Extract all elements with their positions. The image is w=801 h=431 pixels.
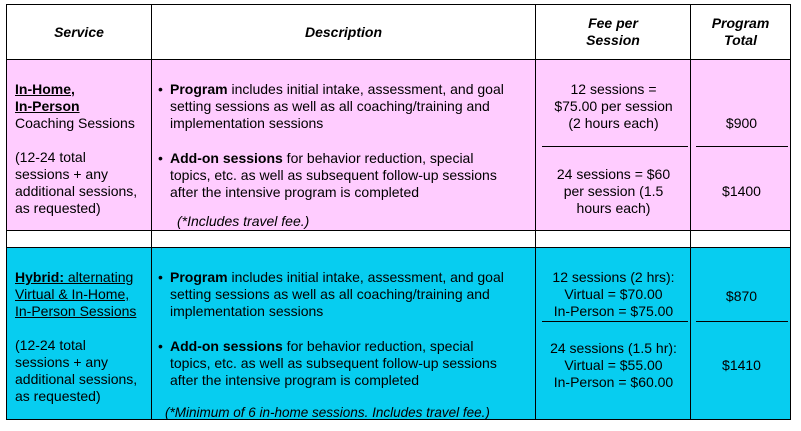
- row1-desc1-line1: [170, 81, 504, 98]
- row2-service-title-text: alternating: [64, 269, 134, 285]
- header-description: [151, 4, 535, 59]
- row1-total-divider: [696, 146, 788, 147]
- row2-fee-divider: [542, 321, 688, 322]
- row1-total2: $1400: [722, 183, 761, 199]
- row2-service-title-3: In-Person Sessions: [15, 303, 137, 319]
- row2-service-note-1: (12-24 total: [15, 337, 86, 353]
- row2-desc2-text: for behavior reduction, special: [282, 338, 474, 354]
- row2-service-title-1: [15, 269, 133, 286]
- row2-fee2-line1: 24 sessions (1.5 hr):: [550, 340, 677, 356]
- row1-total1: $900: [725, 115, 758, 131]
- row2-service-note-4: as requested): [15, 388, 101, 404]
- row1-service-note-1: (12-24 total: [15, 149, 86, 165]
- row1-service-note-3: additional sessions,: [15, 183, 138, 199]
- row2-fee1-line2: Virtual = $70.00: [564, 286, 663, 302]
- row2-description-cell: [151, 247, 535, 420]
- row1-description-cell: [151, 59, 535, 230]
- row1-desc2-text: for behavior reduction, special: [282, 150, 474, 166]
- row1-desc2-bold: Add-on sessions: [170, 150, 283, 166]
- row2-total2: $1410: [722, 357, 761, 373]
- row1-fee-divider: [542, 146, 688, 147]
- row1-desc1-text: includes initial intake, assessment, and goal: [227, 81, 504, 97]
- row1-fee2-line1: 24 sessions = $60: [556, 166, 671, 182]
- header-description-label: Description: [304, 23, 382, 40]
- bullet-icon: •: [158, 150, 163, 166]
- row1-desc1-line2: setting sessions as well as all coaching/training and: [170, 98, 490, 114]
- header-fee-line1: Fee per: [588, 15, 638, 31]
- header-fee: [535, 4, 690, 59]
- row2-desc2-line3: after the intensive program is completed: [170, 372, 420, 388]
- row2-service-title-bold: Hybrid:: [15, 269, 64, 285]
- spacer-cell: [690, 230, 791, 247]
- row2-desc1-text: includes initial intake, assessment, and goal: [227, 269, 504, 285]
- row1-service-cell: [6, 59, 151, 230]
- row2-desc2-bold: Add-on sessions: [170, 338, 283, 354]
- row1-desc1-bold: Program: [170, 81, 228, 97]
- row1-service-note-2: sessions + any: [15, 166, 108, 182]
- row2-desc1-line2: setting sessions as well as all coaching/training and: [170, 286, 490, 302]
- bullet-icon: •: [158, 269, 163, 285]
- row1-desc2-line1: [170, 150, 473, 167]
- header-fee-line2: Session: [586, 32, 640, 48]
- row2-total-cell: [690, 247, 791, 420]
- bullet-icon: •: [158, 81, 163, 97]
- row2-fee1-line1: 12 sessions (2 hrs):: [552, 269, 675, 285]
- row2-total1: $870: [725, 288, 758, 304]
- row1-fee1-line2: $75.00 per session: [554, 98, 673, 114]
- bullet-icon: •: [158, 338, 163, 354]
- row2-service-title-2: Virtual & In-Home,: [15, 286, 130, 302]
- row2-service-note-2: sessions + any: [15, 354, 108, 370]
- row1-note: (*Includes travel fee.): [177, 213, 310, 229]
- row1-total-cell: [690, 59, 791, 230]
- row1-desc2-line3: after the intensive program is completed: [170, 184, 420, 200]
- header-service: [6, 4, 151, 59]
- row1-fee2-line3: hours each): [576, 200, 651, 216]
- header-total: [690, 4, 791, 59]
- row1-fee1-line3: (2 hours each): [568, 115, 659, 131]
- row2-desc2-line2: topics, etc. as well as subsequent follow-up sessions: [170, 355, 497, 371]
- row2-fee2-line3: In-Person = $60.00: [553, 374, 674, 390]
- row1-service-title-1: In-Home,: [15, 81, 75, 97]
- pricing-table: [6, 4, 791, 420]
- spacer-cell: [535, 230, 690, 247]
- row2-fee-cell: [535, 247, 690, 420]
- row2-total-divider: [696, 321, 788, 322]
- row1-service-note-4: as requested): [15, 200, 101, 216]
- spacer-cell: [6, 230, 151, 247]
- row2-desc2-line1: [170, 338, 473, 355]
- row2-service-cell: [6, 247, 151, 420]
- row2-note: (*Minimum of 6 in-home sessions. Includes travel fee.): [165, 405, 490, 420]
- row2-desc1-line3: implementation sessions: [170, 303, 324, 319]
- header-total-line1: Program: [711, 15, 770, 31]
- header-total-line2: Total: [724, 32, 757, 48]
- row1-desc1-line3: implementation sessions: [170, 115, 324, 131]
- row2-desc1-bold: Program: [170, 269, 228, 285]
- header-service-label: Service: [54, 23, 104, 40]
- row1-fee1-line1: 12 sessions =: [570, 81, 657, 97]
- row2-service-note-3: additional sessions,: [15, 371, 138, 387]
- row1-fee-cell: [535, 59, 690, 230]
- row1-desc2-line2: topics, etc. as well as subsequent follow-up sessions: [170, 167, 497, 183]
- row2-desc1-line1: [170, 269, 504, 286]
- spacer-cell: [151, 230, 535, 247]
- row2-fee2-line2: Virtual = $55.00: [564, 357, 663, 373]
- row1-fee2-line2: per session (1.5: [563, 183, 664, 199]
- row1-service-sub: Coaching Sessions: [15, 115, 135, 131]
- row2-fee1-line3: In-Person = $75.00: [553, 303, 674, 319]
- row1-service-title-2: In-Person: [15, 98, 80, 114]
